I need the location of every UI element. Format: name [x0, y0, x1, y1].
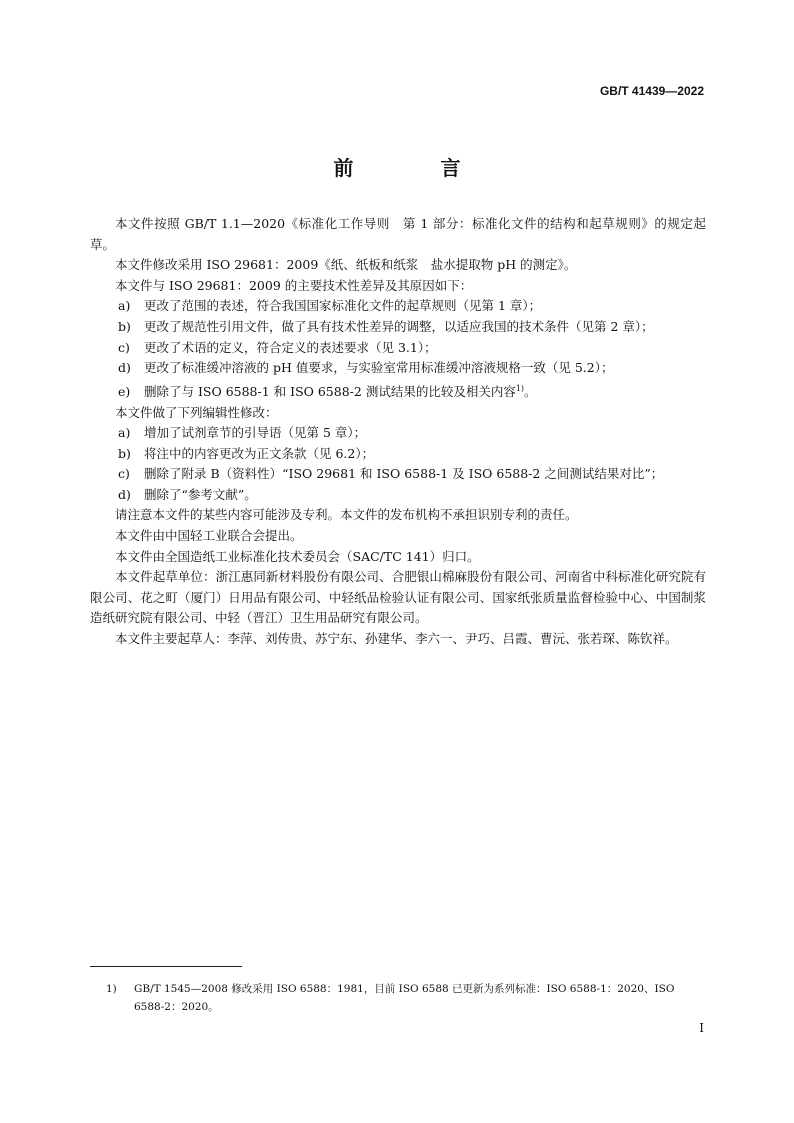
list-marker: a) — [118, 298, 131, 314]
list-item-text: 更改了范围的表述，符合我国国家标准化文件的起草规则（见第 1 章）； — [144, 298, 542, 314]
footnote-reference: 1) — [515, 383, 525, 393]
paragraph-tech-diff-intro: 本文件与 ISO 29681：2009 的主要技术性差异及其原因如下： — [115, 277, 473, 293]
list-marker: b) — [118, 445, 131, 461]
standard-number: GB/T 41439—2022 — [599, 84, 704, 98]
list-item-edit-diff — [90, 485, 706, 506]
list-item-edit-diff — [90, 464, 706, 485]
list-marker: d) — [118, 486, 131, 502]
list-item-tech-diff — [90, 338, 706, 359]
paragraph-adoption: 本文件修改采用 ISO 29681：2009《纸、纸板和纸浆 盐水提取物 pH 的测定》。 — [115, 257, 577, 273]
list-marker: c) — [118, 466, 130, 482]
document-body — [90, 214, 706, 650]
list-marker: b) — [118, 318, 131, 334]
list-item-edit-diff — [90, 444, 706, 465]
list-item-text: 删除了“参考文献”。 — [144, 486, 257, 502]
list-item-text: 删除了附录 B（资料性）“ISO 29681 和 ISO 6588-1 及 ISO 6588-2 之间测试结果对比”； — [144, 466, 664, 482]
footnote-marker: 1) — [106, 983, 117, 995]
page-number: I — [699, 1021, 704, 1035]
page-title: 前 言 — [333, 156, 501, 180]
list-item-tech-diff — [90, 296, 706, 317]
list-item-text: 删除了与 ISO 6588-1 和 ISO 6588-2 测试结果的比较及相关内容 — [144, 383, 516, 399]
list-item-tech-diff — [90, 379, 706, 403]
list-marker: a) — [118, 425, 131, 441]
paragraph-drafting-units: 本文件起草单位：浙江惠同新材料股份有限公司、合肥银山棉麻股份有限公司、河南省中科标准化研究院有限公司、花之町（厦门）日用品有限公司、中轻纸品检验认证有限公司、国家纸张质量监督检验中心、中国制浆造纸研究院有限公司、中轻（晋江）卫生用品研究有限公司。 — [90, 569, 706, 626]
list-marker: c) — [118, 339, 130, 355]
footnote — [106, 980, 706, 1016]
paragraph-drafting-rules: 本文件按照 GB/T 1.1—2020《标准化工作导则 第 1 部分：标准化文件的结构和起草规则》的规定起草。 — [90, 216, 706, 252]
list-marker: d) — [118, 360, 131, 376]
list-item-text: 将注中的内容更改为正文条款（见 6.2）； — [144, 445, 375, 461]
list-item-text: 更改了规范性引用文件，做了具有技术性差异的调整，以适应我国的技术条件（见第 2 章）； — [144, 318, 654, 334]
list-item-tail: 。 — [524, 383, 537, 399]
footnote-divider — [90, 966, 242, 967]
list-item-edit-diff — [90, 423, 706, 444]
footnote-text: GB/T 1545—2008 修改采用 ISO 6588：1981，目前 ISO 6588 已更新为系列标准：ISO 6588-1：2020、ISO 6588-2：2020。 — [134, 983, 675, 1013]
paragraph-patent-notice: 请注意本文件的某些内容可能涉及专利。本文件的发布机构不承担识别专利的责任。 — [115, 507, 578, 523]
list-item-text: 增加了试剂章节的引导语（见第 5 章）； — [144, 425, 367, 441]
list-marker: e) — [118, 383, 131, 399]
paragraph-committee: 本文件由全国造纸工业标准化技术委员会（SAC/TC 141）归口。 — [115, 548, 480, 564]
list-item-text: 更改了术语的定义，符合定义的表述要求（见 3.1）； — [144, 339, 437, 355]
list-item-tech-diff — [90, 358, 706, 379]
paragraph-drafters: 本文件主要起草人：李萍、刘传贵、苏宁东、孙建华、李六一、尹巧、吕霞、曹沅、张若琛、陈钦祥。 — [115, 631, 678, 647]
list-item-tech-diff — [90, 317, 706, 338]
paragraph-edit-diff-intro: 本文件做了下列编辑性修改： — [115, 404, 278, 420]
paragraph-proposer: 本文件由中国轻工业联合会提出。 — [115, 528, 303, 544]
list-item-text: 更改了标准缓冲溶液的 pH 值要求，与实验室常用标准缓冲溶液规格一致（见 5.2）； — [144, 360, 614, 376]
